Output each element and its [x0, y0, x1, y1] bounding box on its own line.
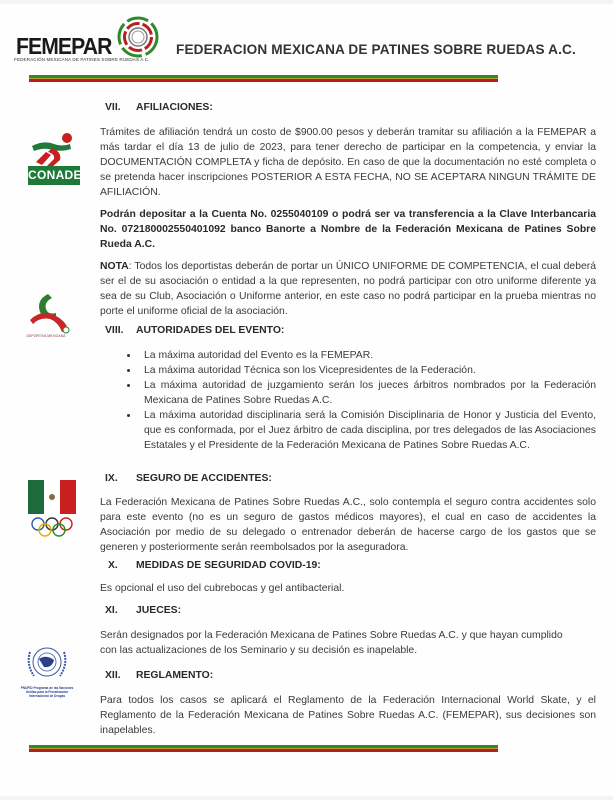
section-title: MEDIDAS DE SEGURIDAD COVID-19: [136, 560, 321, 571]
mexican-olympic-committee-logo [26, 478, 80, 538]
page-header [0, 4, 613, 74]
logo-wordmark: FEMEPAR [16, 33, 112, 59]
affiliation-paragraph: Trámites de afiliación tendrá un costo de $900.00 pesos y deberán tramitar su afiliación a la FEMEPAR a más tardar el día 13 de julio de 2023, para tener derecho de participar en la competencia, y enviar la DOCUMENTACIÓN COMPLETA y ficha de depósito. En caso de que la documentación no esté completa o se pretenda hacer inscripciones POSTERIOR A ESTA FECHA, NO SE ACEPTARA NINGUN TRÁMITE DE AFILIACIÓN. [100, 127, 596, 198]
runner-icon [24, 130, 82, 168]
conade-logo [24, 130, 82, 188]
uniform-note [100, 259, 596, 319]
footer-divider [29, 745, 498, 752]
section-viii-heading [105, 325, 284, 336]
deporte-logo [22, 290, 78, 352]
list-item: La máxima autoridad Técnica son los Vicepresidentes de la Federación. [120, 363, 596, 378]
regulation-paragraph: Para todos los casos se aplicará el Reglamento de la Federación Internacional World Skate, y el Reglamento de la Federación Mexicana de Patines Sobre Ruedas A.C. (FEMEPAR), sus decisiones son inapelables. [100, 695, 596, 736]
conade-label: CONADE [28, 166, 80, 185]
judges-paragraph: Serán designados por la Federación Mexicana de Patines Sobre Ruedas A.C. y que hayan cumplido con las actualizaciones de los Seminario y su decisión es inapelable. [100, 630, 563, 656]
section-title: AUTORIDADES DEL EVENTO: [136, 325, 285, 336]
skate-wheel-icon [117, 16, 159, 58]
section-vii-heading [105, 102, 213, 113]
section-title: SEGURO DE ACCIDENTES: [136, 473, 272, 484]
list-item: La máxima autoridad de juzgamiento serán los jueces árbitros nombrados por la Federación Mexicana de Patines Sobre Ruedas A.C. [120, 378, 596, 408]
list-item: La máxima autoridad del Evento es la FEMEPAR. [120, 348, 596, 363]
section-number: IX. [105, 473, 118, 484]
list-item: La máxima autoridad disciplinaria será la Comisión Disciplinaria de Honor y Justicia del Evento, que es conformada, por el Juez árbitro de cada disciplina, por tres delegados de las Asociaciones Estatales y el Presidente de la Federación Mexicana de Patines Sobre Ruedas A.C. [120, 408, 596, 453]
authorities-list [120, 348, 596, 453]
section-title: JUECES: [136, 605, 182, 616]
section-number: XII. [105, 670, 121, 681]
insurance-paragraph: La Federación Mexicana de Patines Sobre Ruedas A.C., solo contempla el seguro contra accidentes solo para este evento (no es un seguro de gastos médicos mayores), el cual en caso de accidentes la Asociación por medio de su delegado o entrenador deberán de hacerse cargo de los gastos que se generen y posteriormente serán reembolsados por la aseguradora. [100, 497, 596, 553]
un-caption: PNUFID Programa de las Naciones Unidas para la Fiscalización Internacional de Drogas [20, 686, 74, 698]
note-label: NOTA [100, 261, 129, 272]
header-divider [29, 75, 498, 82]
deposit-paragraph: Podrán depositar a la Cuenta No. 0255040109 o podrá ser va transferencia a la Clave Interbancaria No. 072180002550401092 banco Banorte a Nombre de la Federación Mexicana de Patines Sobre Rueda A.C. [100, 209, 596, 250]
section-number: VII. [105, 102, 121, 113]
section-ix-heading [105, 473, 272, 484]
section-title: REGLAMENTO: [136, 670, 214, 681]
note-text: : Todos los deportistas deberán de portar un ÚNICO UNIFORME DE COMPETENCIA, el cual deberá ser el de su asociación o entidad a la que representen, no podrá participar con otro uniforme diferente ya sea de su Club, Asociación o Uniforme anterior, en este caso no podrá participar en la prueba mientras no porte el uniforme oficial de la asociación. [100, 261, 596, 317]
section-number: VIII. [105, 325, 124, 336]
section-number: XI. [105, 605, 118, 616]
un-emblem-icon [16, 642, 78, 686]
logo-subtitle: FEDERACIÓN MEXICANA DE PATINES SOBRE RUEDAS A.C. [14, 57, 150, 62]
section-number: X. [108, 560, 118, 571]
un-logo [16, 642, 78, 712]
covid-paragraph: Es opcional el uso del cubrebocas y gel antibacterial. [100, 583, 345, 594]
section-title: AFILIACIONES: [136, 102, 213, 113]
deporte-caption: DEPORTIVA MEXICANA [26, 334, 66, 338]
sports-ribbon-icon [22, 290, 78, 334]
section-xi-heading [105, 605, 181, 616]
header-title: FEDERACION MEXICANA DE PATINES SOBRE RUEDAS A.C. [176, 42, 576, 57]
document-page [0, 4, 613, 796]
femepar-logo [14, 16, 164, 66]
section-xii-heading [105, 670, 213, 681]
section-x-heading [108, 560, 321, 571]
mexico-flag-olympic-rings-icon [26, 478, 80, 538]
